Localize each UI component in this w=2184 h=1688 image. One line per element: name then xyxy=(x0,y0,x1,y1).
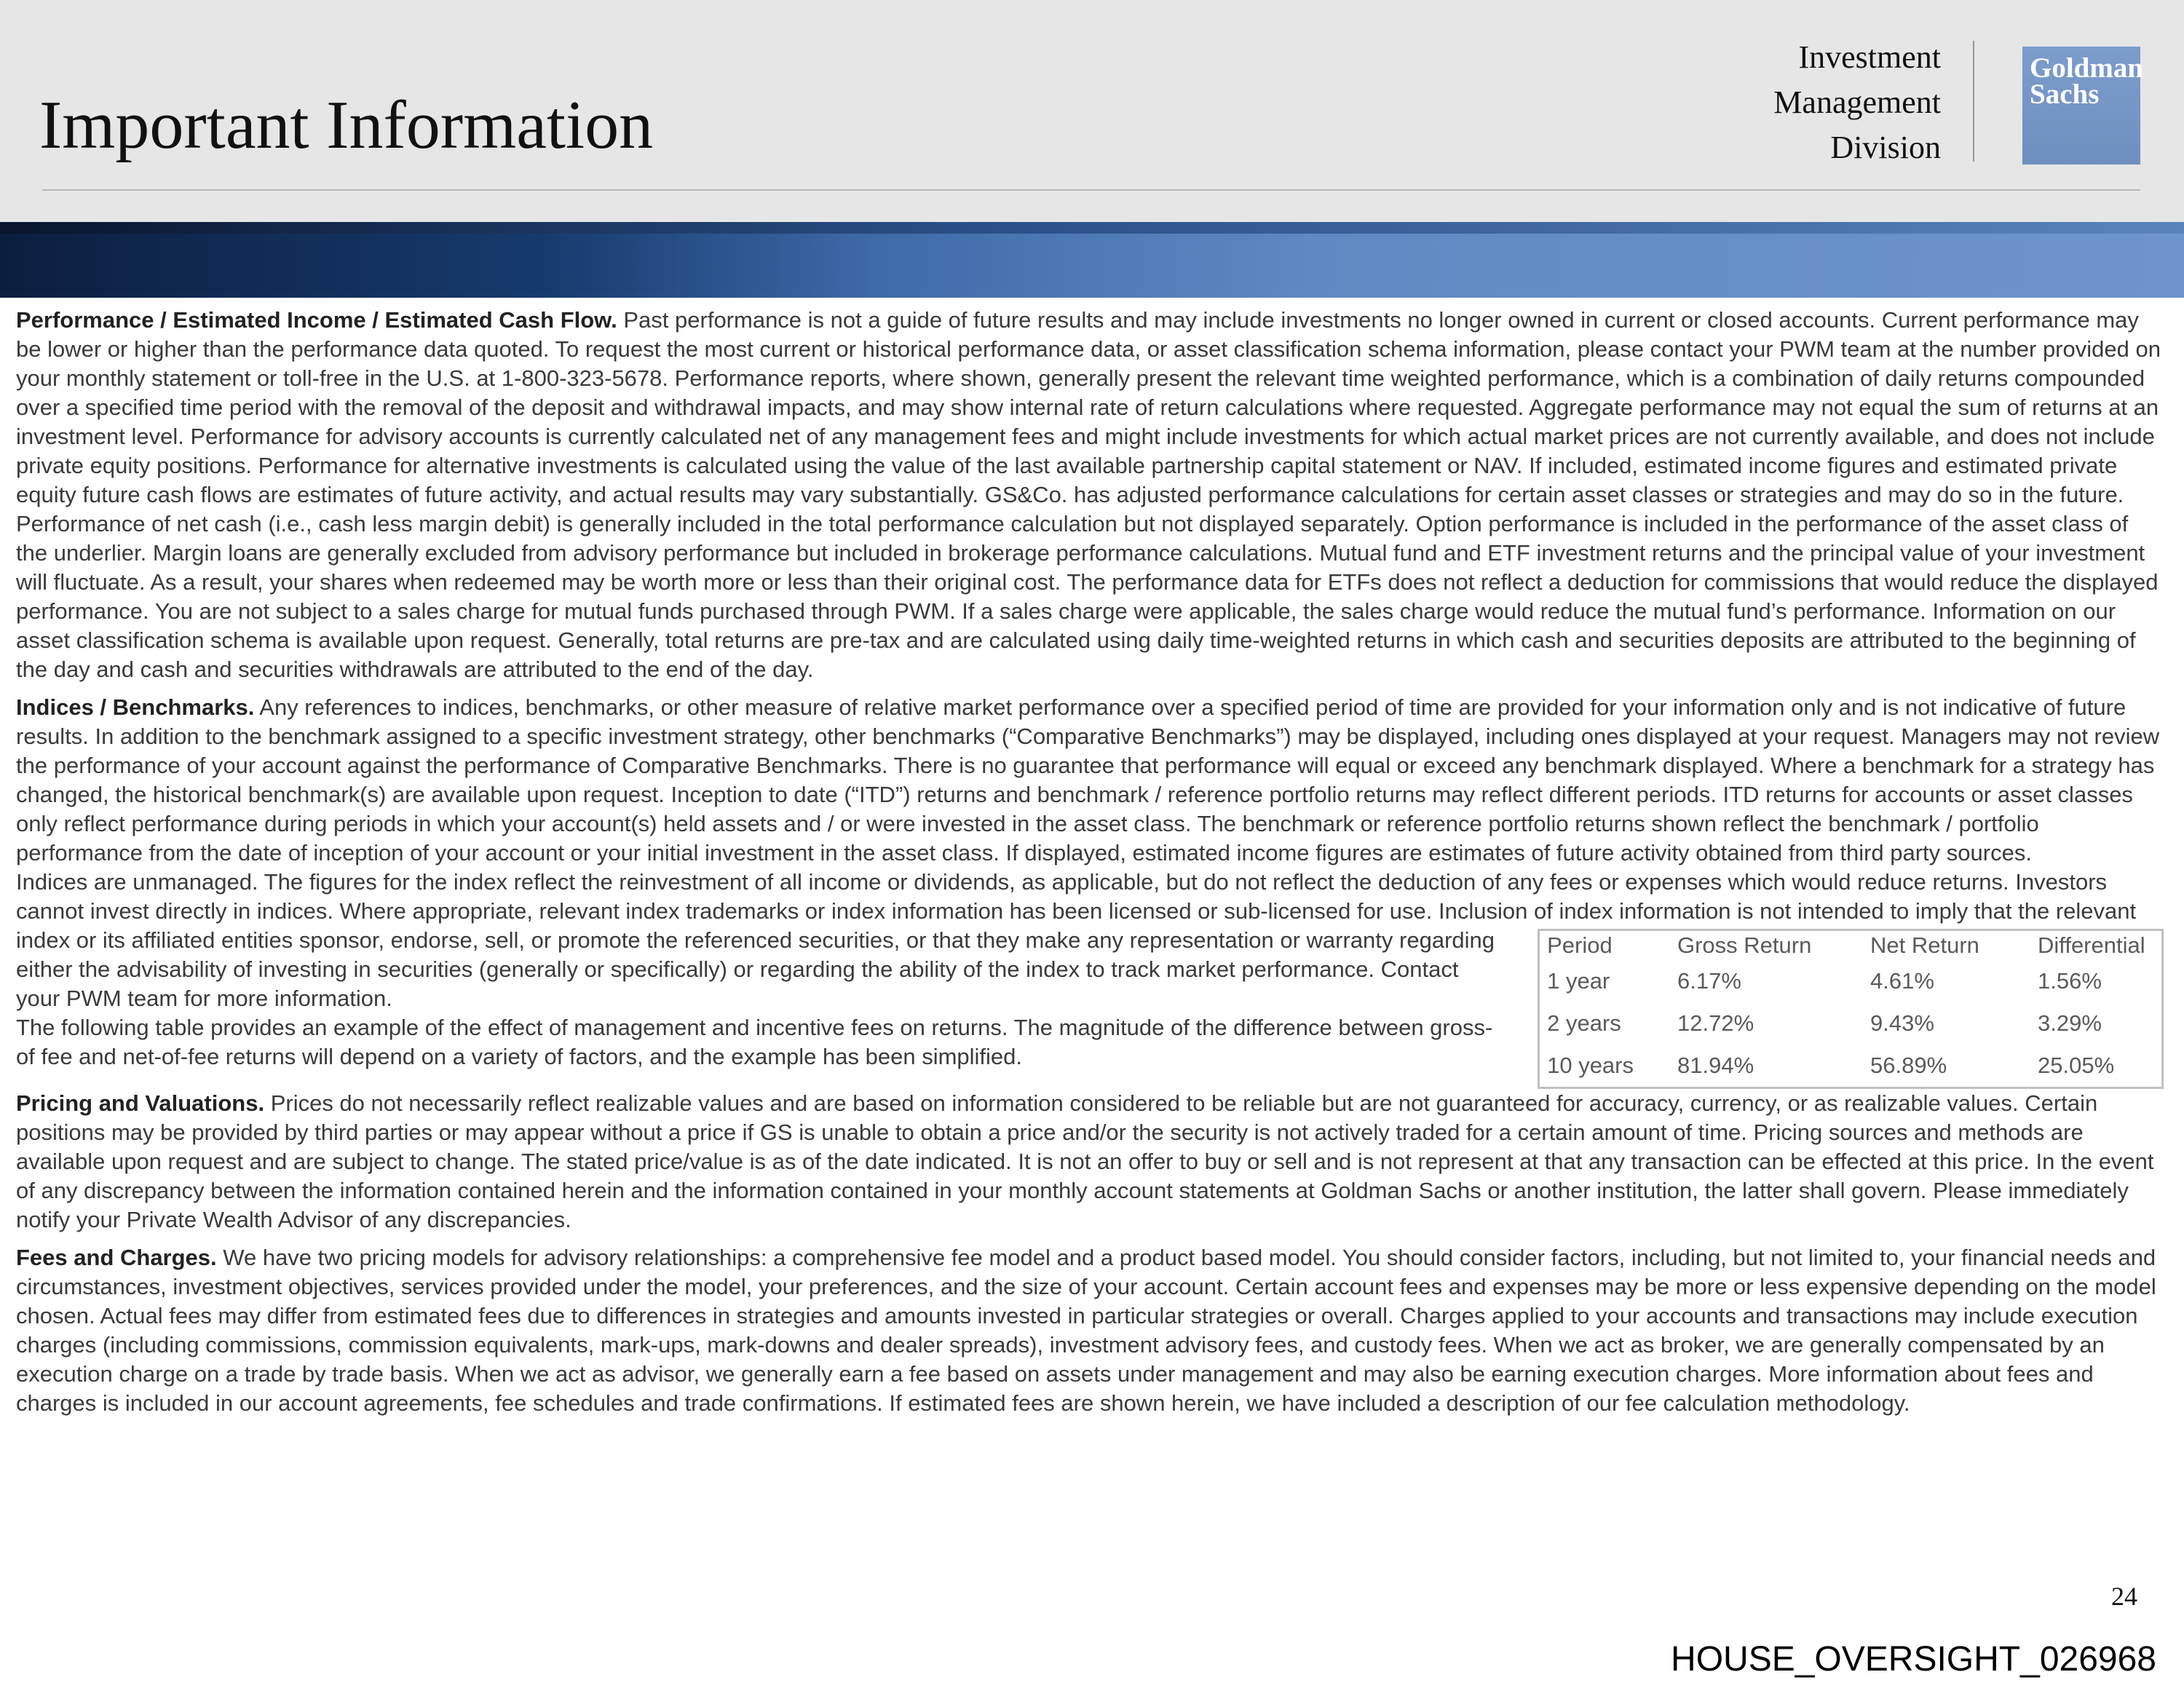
section-heading: Indices / Benchmarks. xyxy=(16,694,255,720)
table-cell: 81.94% xyxy=(1677,1053,1754,1078)
logo-line: Sachs xyxy=(2030,79,2100,110)
division-line: Investment xyxy=(1798,39,1941,75)
page-title: Important Information xyxy=(39,87,654,163)
fees-section xyxy=(16,1243,2165,1418)
page-header xyxy=(0,0,2184,222)
section-body: Prices do not necessarily reflect realizable values and are based on information considered to be reliable but are not guaranteed for accuracy, currency, or as realizable values. Certain positions may be provided by third parties or may appear without a price if GS is unable to obtain a price and/or the security is not actively traded for a certain amount of time. Pricing sources and methods are available upon request and are subject to change. The stated price/value is as of the date indicated. It is not an offer to buy or sell and is not represent at that any transaction can be effected at this price. In the event of any discrepancy between the information contained herein and the information contained in your monthly account statements at Goldman Sachs or another institution, the latter shall govern. Please immediately notify your Private Wealth Advisor of any discrepancies. xyxy=(16,1090,2154,1232)
logo-line: Goldman xyxy=(2030,52,2144,84)
section-body: We have two pricing models for advisory relationships: a comprehensive fee model and a product based model. You should consider factors, including, but not limited to, your financial needs and circumstances, investment objectives, services provided under the model, your preferences, and the size of your account. Certain account fees and expenses may be more or less expensive depending on the model chosen. Actual fees may differ from estimated fees due to differences in strategies and amounts invested in particular strategies or overall. Charges applied to your accounts and transactions may include execution charges (including commissions, commission equivalents, mark-ups, mark-downs and dealer spreads), investment advisory fees, and custody fees. When we act as broker, we are generally compensated by an execution charge on a trade by trade basis. When we act as advisor, we generally earn a fee based on assets under management and may also be earning execution charges. More information about fees and charges is included in our account agreements, fee schedules and trade confirmations. If estimated fees are shown herein, we have included a description of our fee calculation methodology. xyxy=(16,1245,2156,1416)
fee-example-table xyxy=(1538,929,2164,1089)
indices-section xyxy=(16,693,2165,868)
table-cell: 12.72% xyxy=(1677,1010,1754,1036)
section-body: Past performance is not a guide of future results and may include investments no longer owned in current or closed accounts. Current performance may be lower or higher than the performance data quoted. To request the most current or historical performance data, or asset classification schema information, please contact your PWM team at the number provided on your monthly statement or toll-free in the U.S. at 1-800-323-5678. Performance reports, where shown, generally present the relevant time weighted performance, which is a combination of daily returns compounded over a specified time period with the removal of the deposit and withdrawal impacts, and may show internal rate of return calculations where requested. Aggregate performance may not equal the sum of returns at an investment level. Performance for advisory accounts is currently calculated net of any management fees and might include investments for which actual market prices are not currently available, and does not include private equity positions. Performance for alternative investments is calculated using the value of the last available partnership capital statement or NAV. If included, estimated income figures and estimated private equity future cash flows are estimates of future activity, and actual results may vary substantially. GS&Co. has adjusted performance calculations for certain asset classes or strategies and may do so in the future. Performance of net cash (i.e., cash less margin debit) is generally included in the total performance calculation but not displayed separately. Option performance is included in the performance of the asset class of the underlier. Margin loans are generally excluded from advisory performance but included in brokerage performance calculations. Mutual fund and ETF investment returns and the principal value of your investment will fluctuate. As a result, your shares when redeemed may be worth more or less than their original cost. The performance data for ETFs does not reflect a deduction for commissions that would reduce the displayed performance. You are not subject to a sales charge for mutual funds purchased through PWM. If a sales charge were applicable, the sales charge would reduce the mutual fund’s performance. Information on our asset classification schema is available upon request. Generally, total returns are pre-tax and are calculated using daily time-weighted returns in which cash and securities deposits are attributed to the beginning of the day and cash and securities withdrawals are attributed to the end of the day. xyxy=(16,307,2161,682)
header-rule xyxy=(42,189,2140,191)
table-header-row xyxy=(1539,930,2163,961)
unmanaged-text-start: Indices are unmanaged. The figures for the index reflect the reinvestment of all income or dividends, as applicable, but do not reflect the deduction of any fees or expenses which would reduce returns. Investors cannot invest directly in indices. Where appropriate, relevant index trademarks or index information has been licensed or sub-licensed for use. Inclusion of index information is not xyxy=(16,869,2108,924)
table-cell: 4.61% xyxy=(1870,968,1934,994)
table-cell: 2 years xyxy=(1547,1010,1621,1036)
decorative-banner xyxy=(0,222,2184,298)
bates-number: HOUSE_OVERSIGHT_026968 xyxy=(1671,1640,2156,1679)
pricing-section xyxy=(16,1089,2165,1235)
column-header: Period xyxy=(1547,932,1613,958)
division-line: Management xyxy=(1773,84,1941,120)
table-cell: 1 year xyxy=(1547,968,1610,994)
header-divider xyxy=(1973,41,1974,162)
division-label xyxy=(1773,35,1941,170)
table-cell: 6.17% xyxy=(1677,968,1741,994)
table-cell: 9.43% xyxy=(1870,1010,1934,1036)
column-header: Differential xyxy=(2038,932,2145,958)
column-header: Gross Return xyxy=(1677,932,1812,958)
section-heading: Fees and Charges. xyxy=(16,1245,217,1270)
table-cell: 3.29% xyxy=(2038,1010,2102,1036)
page-number: 24 xyxy=(2111,1582,2137,1611)
goldman-sachs-logo xyxy=(2022,47,2144,165)
division-line: Division xyxy=(1830,130,1941,165)
section-heading: Pricing and Valuations. xyxy=(16,1090,265,1116)
section-heading: Performance / Estimated Income / Estimated Cash Flow. xyxy=(16,307,617,333)
section-body: Any references to indices, benchmarks, or other measure of relative market performance over a specified period of time are provided for your information only and is not indicative of future results. In addition to the benchmark assigned to a specific investment strategy, other benchmarks (“Comparative Benchmarks”) may be displayed, including ones displayed at your request. Managers may not review the performance of your account against the performance of Comparative Benchmarks. There is no guarantee that performance will equal or exceed any benchmark displayed. Where a benchmark for a strategy has changed, the historical benchmark(s) are available upon request. Inception to date (“ITD”) returns and benchmark / reference portfolio returns may reflect different periods. ITD returns for accounts or asset classes only reflect performance during periods in which your account(s) held assets and / or were invested in the asset class. The benchmark or reference portfolio returns shown reflect the benchmark / portfolio performance from the date of inception of your account or your initial investment in the asset class. If displayed, estimated income figures are estimates of future activity obtained from third party sources. xyxy=(16,694,2160,865)
disclosure-content xyxy=(16,306,2165,1427)
table-row xyxy=(1539,1045,2163,1088)
table-intro-text: The following table provides an example of the effect of management and incentive fees on returns. The magnitude of the difference between gross-of fee and net-of-fee returns will depend on a variety of factors, and the example has been simplified. xyxy=(16,1015,1493,1069)
column-header: Net Return xyxy=(1870,932,1979,958)
table-row xyxy=(1539,960,2163,1002)
table-cell: 10 years xyxy=(1547,1053,1634,1078)
indices-continued xyxy=(16,868,2165,1078)
performance-section xyxy=(16,306,2165,684)
table-cell: 1.56% xyxy=(2038,968,2102,994)
unmanaged-paragraph xyxy=(16,868,2165,1078)
table-row xyxy=(1539,1002,2163,1045)
unmanaged-text-rest: intended to imply that the relevant index or its affiliated entities sponsor, endorse, sell, or promote the referenced securities, or that they make any representation or warranty regarding either the advisability of investing in securities (generally or specifically) or regarding the ability of the index to track market performance. Contact your PWM team for more information. xyxy=(16,898,2137,1011)
table-cell: 25.05% xyxy=(2038,1053,2115,1078)
table-cell: 56.89% xyxy=(1870,1053,1947,1078)
